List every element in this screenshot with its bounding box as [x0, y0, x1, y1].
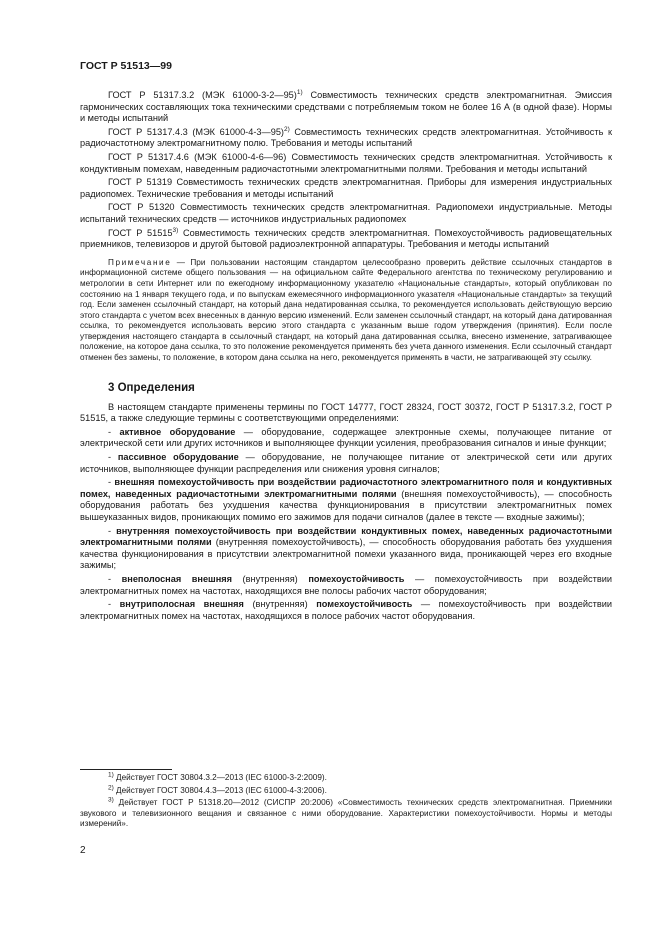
term-definition: - пассивное оборудование — оборудование, не получающее питание от электрической сети или других источников, выполняющее функции распределения или снижения уровня сигналов;: [80, 452, 612, 474]
document-header: ГОСТ Р 51513—99: [80, 60, 172, 72]
footnote-divider: [80, 769, 172, 770]
term: внешняя помехоустойчивость при воздействии радиочастотного электромагнитного поля и кондуктивных помех, наведенных радиочастотными электромагнитными полями: [80, 477, 612, 499]
term-definition: - внутриполосная внешняя (внутренняя) помехоустойчивость — помехоустойчивость при воздействии электромагнитных помех на частотах, находящихся в полосе рабочих частот оборудования.: [80, 599, 612, 621]
section-intro: В настоящем стандарте применены термины по ГОСТ 14777, ГОСТ 28324, ГОСТ 30372, ГОСТ Р 51317.3.2, ГОСТ Р 51515, а также следующие термины с соответствующими определениями:: [80, 401, 612, 424]
section-title: 3 Определения: [108, 381, 195, 394]
normative-reference: ГОСТ Р 51317.4.3 (МЭК 61000-4-3—95)$^{2)}$ Совместимость технических средств электромагнитная. Устойчивость к радиочастотному электромагнитному полю. Требования и методы испытаний: [80, 125, 612, 149]
term-definition: - внутренняя помехоустойчивость при воздействии кондуктивных помех, наведенных радиочастотными электромагнитными полями (внутренняя помехоустойчивость), — способность оборудования работать без ухудшения качества функционирования в присутствии электромагнитной помехи указанного вида, проникающей через его входные зажимы;: [80, 525, 612, 571]
term-definition: - активное оборудование — оборудование, содержащее электронные схемы, получающее питание от электрической сети или других источников и выполняющее функции усиления, преобразования сигналов и иные функции;: [80, 426, 612, 449]
footnote: $^{1)}$ Действует ГОСТ 30804.3.2—2013 (IEC 61000-3-2:2009).: [108, 771, 327, 782]
term-definition: - внешняя помехоустойчивость при воздействии радиочастотного электромагнитного поля и кондуктивных помех, наведенных радиочастотными электромагнитными полями (внешняя помехоустойчивость), — способность оборудования работать без ухудшения качества функционирования в присутствии электромагнитных помех вышеуказанных видов, проникающих помимо его зажимов для подачи сигналов (далее в тексте — входные зажимы);: [80, 477, 612, 522]
term: активное оборудование: [119, 426, 236, 437]
term: пассивное оборудование: [117, 452, 239, 463]
note-paragraph: [80, 258, 612, 364]
normative-reference: ГОСТ Р 51320 Совместимость технических средств электромагнитная. Радиопомехи индустриальные. Методы испытаний технических средств — источников индустриальных радиопомех: [80, 202, 612, 224]
note-label: Примечание: [108, 257, 172, 267]
footnote: $^{2)}$ Действует ГОСТ 30804.4.3—2013 (IEC 61000-4-3:2006).: [108, 783, 327, 795]
normative-reference: ГОСТ Р 51317.3.2 (МЭК 61000-3-2—95)$^{1)}$ Совместимость технических средств электромагнитная. Эмиссия гармонических составляющих тока техническими средствами с потребляемым током не более 16 А (в одной фазе). Нормы и методы испытаний: [80, 88, 612, 124]
note-text: — При пользовании настоящим стандартом целесообразно проверить действие ссылочных стандартов в информационной системе общего пользования — на официальном сайте Федерального агентства по техническому регулированию и метрологии в сети Интернет или по ежегодному информационному указателю «Национальные стандарты», который опубликован по состоянию на 1 января текущего года, и по выпускам ежемесячного информационного указателя «Национальные стандарты» за текущий год. Если заменен ссылочный стандарт, на который дана недатированная ссылка, то рекомендуется использовать действующую версию этого стандарта с учетом всех внесенных в данную версию изменений. Если заменен ссылочный стандарт, на который дана датированная ссылка, то рекомендуется использовать версию этого стандарта с указанным выше годом утверждения (принятия). Если после утверждения настоящего стандарта в ссылочный стандарт, на который дана датированная ссылка, внесено изменение, затрагивающее положение, на которое дана ссылка, то это положение рекомендуется применять без учета данного изменения. Если ссылочный стандарт отменен без замены, то положение, в котором дана ссылка на него, рекомендуется применять в части, не затрагивающей эту ссылку.: [80, 257, 612, 363]
page-number: 2: [80, 845, 86, 856]
term: помехоустойчивость: [316, 599, 413, 610]
document-body: [80, 90, 612, 622]
footnote: $^{3)}$ Действует ГОСТ Р 51318.20—2012 (СИСПР 20:2006) «Совместимость технических средств электромагнитная. Приемники звукового и телевизионного вещания и связанное с ними оборудование. Характеристики помехоустойчивости. Нормы и методы измерений».: [80, 796, 612, 829]
term-definition: - внеполосная внешняя (внутренняя) помехоустойчивость — помехоустойчивость при воздействии электромагнитных помех на частотах, находящихся вне полосы рабочих частот оборудования;: [80, 573, 612, 596]
normative-reference: ГОСТ Р 51515$^{3)}$ Совместимость технических средств электромагнитная. Помехоустойчивость радиовещательных приемников, телевизоров и другой бытовой радиоэлектронной аппаратуры. Требования и методы испытаний: [80, 226, 612, 250]
term: внутренняя помехоустойчивость при воздействии кондуктивных помех, наведенных радиочастотными электромагнитными полями: [80, 525, 612, 548]
footnotes: [80, 773, 612, 832]
term: внутриполосная внешняя: [119, 599, 244, 610]
normative-reference: ГОСТ Р 51319 Совместимость технических средств электромагнитная. Приборы для измерения индустриальных радиопомех. Технические требования и методы испытаний: [80, 177, 612, 199]
term: помехоустойчивость: [308, 573, 405, 584]
normative-reference: ГОСТ Р 51317.4.6 (МЭК 61000-4-6—96) Совместимость технических средств электромагнитная. Устойчивость к кондуктивным помехам, наведенным радиочастотными электромагнитными полями. Требования и методы испытаний: [80, 151, 612, 174]
term: внеполосная внешняя: [121, 573, 232, 584]
